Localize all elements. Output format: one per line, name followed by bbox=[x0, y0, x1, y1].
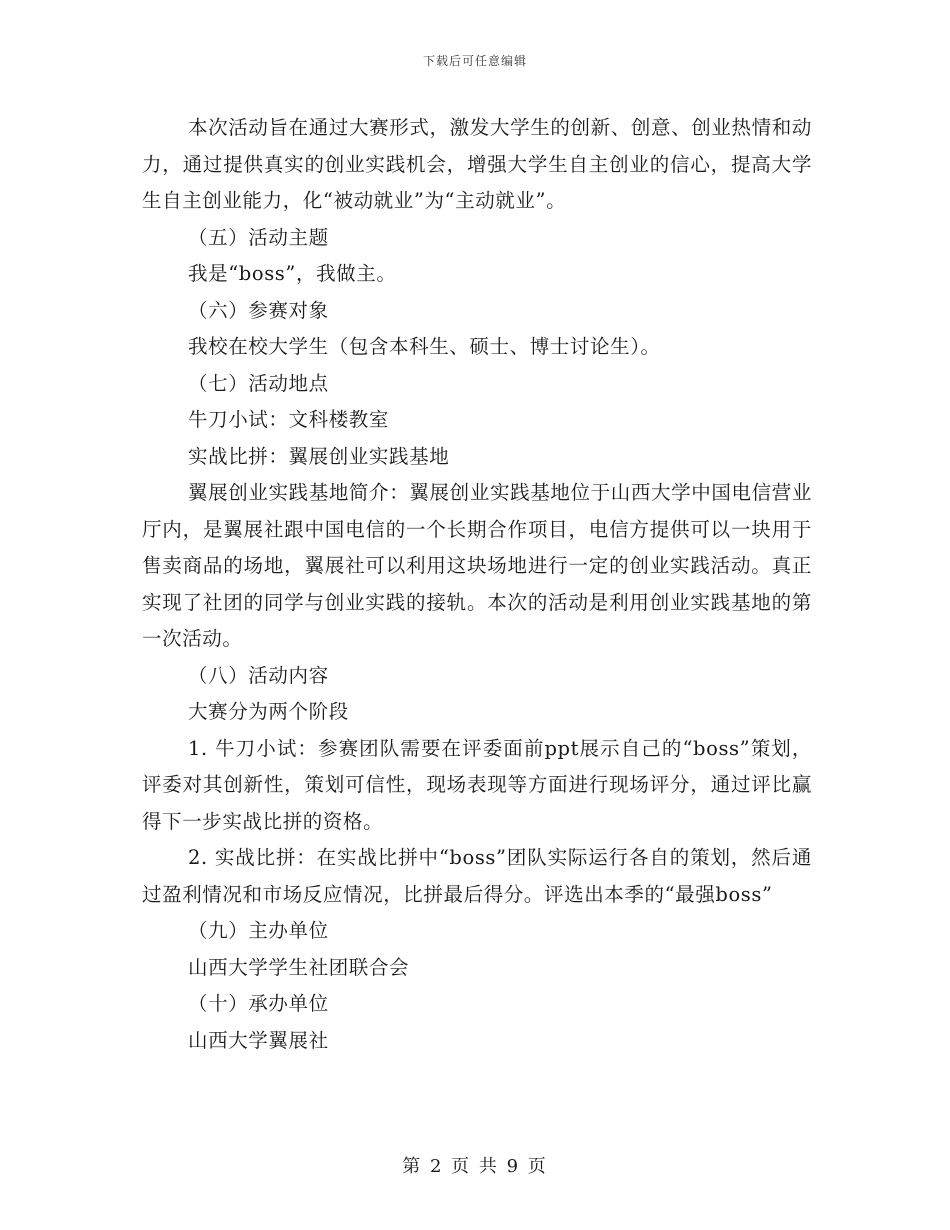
section-heading-organizer: （九）主办单位 bbox=[188, 919, 329, 942]
list-item-stage-2: 2. 实战比拼：在实战比拼中“boss”团队实际运行各自的策划，然后通过盈利情况和市场反应情况，比拼最后得分。评选出本季的“最强boss” bbox=[142, 846, 812, 906]
section-heading-theme: （五）活动主题 bbox=[188, 225, 329, 249]
page-number: 第 2 页 共 9 页 bbox=[402, 1156, 548, 1177]
paragraph-stages: 大赛分为两个阶段 bbox=[188, 700, 349, 723]
section-heading-venue: （七）活动地点 bbox=[188, 371, 329, 395]
list-item-stage-1: 1. 牛刀小试：参赛团队需要在评委面前ppt展示自己的“boss”策划，评委对其创新性，策划可信性，现场表现等方面进行现场评分，通过评比赢得下一步实战比拼的资格。 bbox=[142, 736, 812, 833]
section-heading-host: （十）承办单位 bbox=[188, 992, 329, 1015]
paragraph-base-intro: 翼展创业实践基地简介：翼展创业实践基地位于山西大学中国电信营业厅内，是翼展社跟中国电信的一个长期合作项目，电信方提供可以一块用于售卖商品的场地，翼展社可以利用这块场地进行一定的创业实践活动。真正实现了社团的同学与创业实践的接轨。本次的活动是利用创业实践基地的第一次活动。 bbox=[142, 481, 812, 650]
paragraph-organizer: 山西大学学生社团联合会 bbox=[188, 955, 410, 979]
paragraph-participants: 我校在校大学生（包含本科生、硕士、博士讨论生）。 bbox=[188, 335, 661, 358]
paragraph-purpose: 本次活动旨在通过大赛形式，激发大学生的创新、创意、创业热情和动力，通过提供真实的创业实践机会，增强大学生自主创业的信心，提高大学生自主创业能力，化“被动就业”为“主动就业”。 bbox=[142, 116, 812, 212]
page-header-note: 下载后可任意编辑 bbox=[422, 54, 527, 68]
section-heading-content: （八）活动内容 bbox=[188, 663, 329, 687]
paragraph-venue-practice: 实战比拼：翼展创业实践基地 bbox=[188, 444, 450, 468]
paragraph-host: 山西大学翼展社 bbox=[188, 1028, 329, 1052]
paragraph-theme: 我是“boss”，我做主。 bbox=[188, 262, 397, 285]
paragraph-venue-trial: 牛刀小试：文科楼教室 bbox=[188, 408, 390, 431]
document-body bbox=[142, 110, 812, 1059]
section-heading-participants: （六）参赛对象 bbox=[188, 298, 329, 322]
